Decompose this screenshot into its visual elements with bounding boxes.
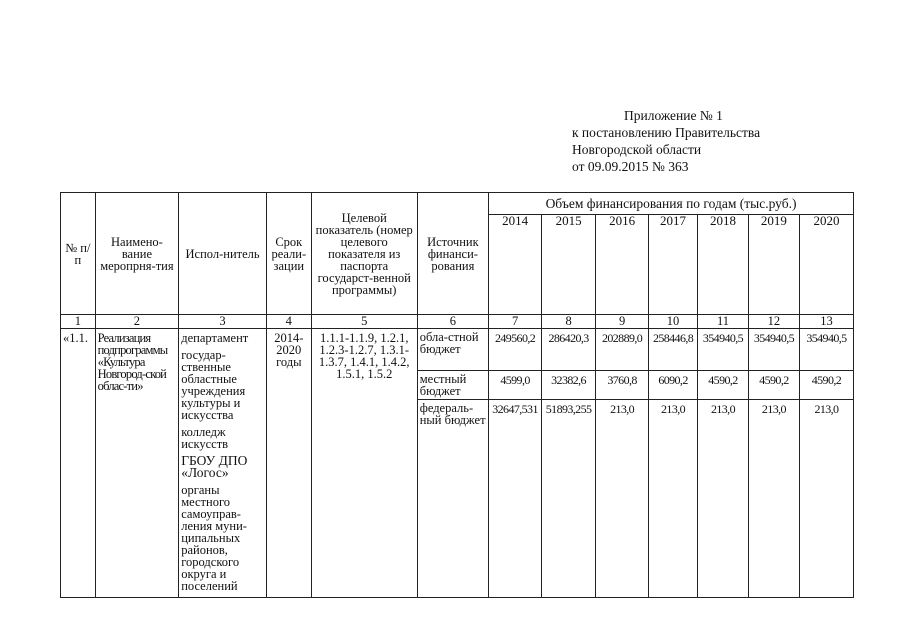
appendix-line-date: от 09.09.2015 № 363 <box>572 159 689 174</box>
activity-name: Реализация подпрограммы «Культура Новгород-ской облас-ти» <box>95 329 179 598</box>
funding-value: 213,0 <box>799 399 853 597</box>
col-number: 9 <box>596 315 649 329</box>
funding-value: 6090,2 <box>649 370 698 399</box>
appendix-line-region: Новгородской области <box>572 142 702 157</box>
col-number: 3 <box>179 315 267 329</box>
executor-list <box>179 329 267 598</box>
executor-item: департамент <box>181 331 249 345</box>
funding-value: 4590,2 <box>799 370 853 399</box>
col-number: 8 <box>542 315 596 329</box>
funding-value: 213,0 <box>596 399 649 597</box>
appendix-line-decree: к постановлению Правительства <box>572 125 761 140</box>
year-2015: 2015 <box>542 215 596 315</box>
header-executor: Испол-нитель <box>179 193 267 315</box>
executor-item: органы местного самоуправ-ления муни-ципальных районов, городского округа и поселений <box>181 483 247 593</box>
target-indicators: 1.1.1-1.1.9, 1.2.1, 1.2.3-1.2.7, 1.3.1-1.3.7, 1.4.1, 1.4.2, 1.5.1, 1.5.2 <box>311 329 417 598</box>
executor-item: государ-ственные областные учреждения культуры и искусства <box>181 348 246 422</box>
funding-value: 32382,6 <box>542 370 596 399</box>
funding-source: местный бюджет <box>417 370 488 399</box>
funding-value: 51893,255 <box>542 399 596 597</box>
funding-value: 354940,5 <box>799 329 853 371</box>
year-2018: 2018 <box>698 215 749 315</box>
funding-value: 249560,2 <box>489 329 542 371</box>
executor-item: ГБОУ ДПО «Логос» <box>181 453 248 480</box>
funding-value: 202889,0 <box>596 329 649 371</box>
funding-value: 213,0 <box>649 399 698 597</box>
funding-value: 4590,2 <box>748 370 799 399</box>
row-number: «1.1. <box>61 329 96 598</box>
header-target: Целевой показатель (номер целевого показателя из паспорта государст-венной программы) <box>311 193 417 315</box>
appendix-header <box>572 107 760 175</box>
year-2014: 2014 <box>489 215 542 315</box>
col-number: 12 <box>748 315 799 329</box>
year-2020: 2020 <box>799 215 853 315</box>
funding-value: 213,0 <box>698 399 749 597</box>
funding-source: федераль-ный бюджет <box>417 399 488 597</box>
header-name: Наимено-вание меропрня-тия <box>95 193 179 315</box>
header-term: Срок реали-зации <box>266 193 311 315</box>
funding-value: 4590,2 <box>698 370 749 399</box>
col-number: 1 <box>61 315 96 329</box>
header-funding: Объем финансирования по годам (тыс.руб.) <box>489 193 854 215</box>
year-2017: 2017 <box>649 215 698 315</box>
funding-value: 4599,0 <box>489 370 542 399</box>
col-number: 13 <box>799 315 853 329</box>
funding-value: 213,0 <box>748 399 799 597</box>
col-number: 5 <box>311 315 417 329</box>
col-number: 6 <box>417 315 488 329</box>
executor-item: колледж искусств <box>181 425 229 451</box>
funding-value: 354940,5 <box>698 329 749 371</box>
funding-value: 286420,3 <box>542 329 596 371</box>
appendix-title: Приложение № 1 <box>624 108 723 123</box>
col-number: 2 <box>95 315 179 329</box>
funding-value: 32647,531 <box>489 399 542 597</box>
funding-value: 3760,8 <box>596 370 649 399</box>
year-2019: 2019 <box>748 215 799 315</box>
funding-value: 258446,8 <box>649 329 698 371</box>
col-number: 11 <box>698 315 749 329</box>
year-2016: 2016 <box>596 215 649 315</box>
funding-value: 354940,5 <box>748 329 799 371</box>
header-source: Источник финанси-рования <box>417 193 488 315</box>
implementation-term: 2014-2020 годы <box>266 329 311 598</box>
funding-table <box>60 192 854 598</box>
col-number: 4 <box>266 315 311 329</box>
header-num: № п/п <box>61 193 96 315</box>
col-number: 10 <box>649 315 698 329</box>
funding-source: обла-стной бюджет <box>417 329 488 371</box>
col-number: 7 <box>489 315 542 329</box>
